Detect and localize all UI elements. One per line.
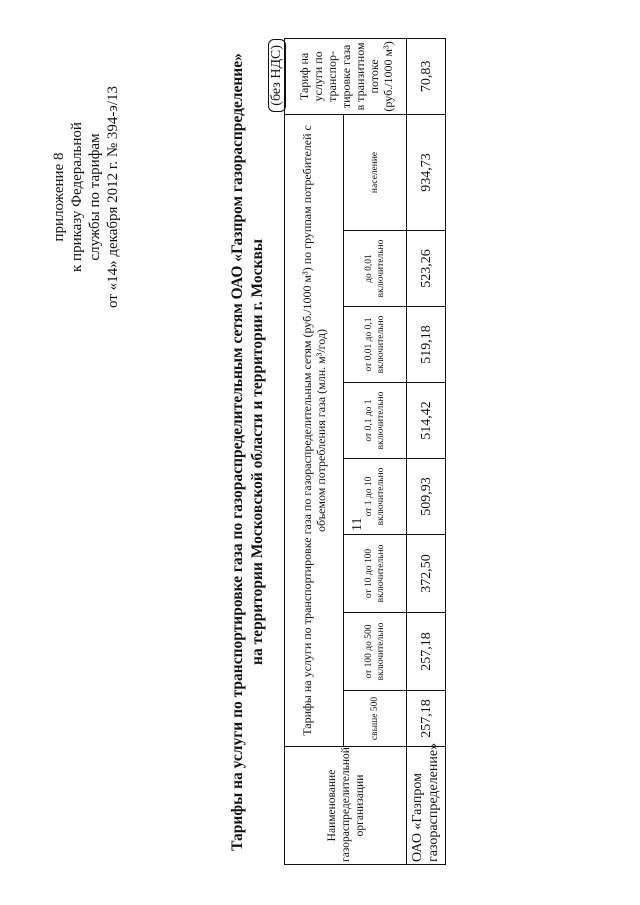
value-cell-population: 934,73 — [407, 114, 446, 230]
table-subheader-row — [344, 38, 407, 864]
title-line-2: на территории Московской области и территории г. Москвы — [249, 239, 266, 665]
appendix-reference — [50, 47, 122, 347]
group-header-0-01-0-1: от 0,01 до 0,1 включительно — [344, 307, 407, 383]
group-header-over-500: свыше 500 — [344, 691, 407, 747]
group-header-10-100: от 10 до 100 включительно — [344, 535, 407, 613]
table-row — [407, 38, 446, 864]
value-cell-0-01-0-1: 519,18 — [407, 307, 446, 383]
value-cell-transit: 70,83 — [407, 38, 446, 114]
group-header-100-500: от 100 до 500 включительно — [344, 613, 407, 691]
group-header-0-1-1: от 0,1 до 1 включительно — [344, 383, 407, 459]
table-header-row — [285, 38, 344, 864]
appendix-line: приложение 8 — [51, 152, 67, 242]
value-cell-up-to-0-01: 523,26 — [407, 231, 446, 307]
tariff-table — [284, 38, 446, 865]
value-cell-10-100: 372,50 — [407, 535, 446, 613]
page-number: 11 — [350, 517, 365, 531]
value-cell-1-10: 509,93 — [407, 459, 446, 535]
group-header-1-10: от 1 до 10 включительно — [344, 459, 407, 535]
tariff-group-header: Тарифы на услуги по транспортировке газа по газораспределительным сетям (руб./1000 м³) по группам потребителей с объемом потребления газа (млн. м³/год) — [285, 114, 344, 746]
appendix-line: от «14» декабря 2012 г. № 394-э/13 — [105, 85, 121, 309]
org-column-header: Наименование газораспределительной организации — [285, 747, 407, 865]
transit-column-header: Тариф на услуги по транспор-тировке газа в транзитном потоке (руб./1000 м³) — [285, 38, 407, 114]
appendix-line: службы по тарифам — [87, 133, 103, 261]
value-cell-0-1-1: 514,42 — [407, 383, 446, 459]
title-line-1: Тарифы на услуги по транспортировке газа по газораспределительным сетям ОАО «Газпром газораспределение» — [229, 53, 246, 851]
org-name-cell: ОАО «Газпром газораспределение» — [407, 747, 446, 865]
document-page — [50, 37, 590, 867]
value-cell-100-500: 257,18 — [407, 613, 446, 691]
appendix-line: к приказу Федеральной — [69, 122, 85, 272]
group-header-up-to-0-01: до 0,01 включительно — [344, 231, 407, 307]
group-header-population: население — [344, 114, 407, 230]
document-title — [228, 37, 268, 867]
value-cell-over-500: 257,18 — [407, 691, 446, 747]
vat-note: (без НДС) — [268, 39, 286, 112]
